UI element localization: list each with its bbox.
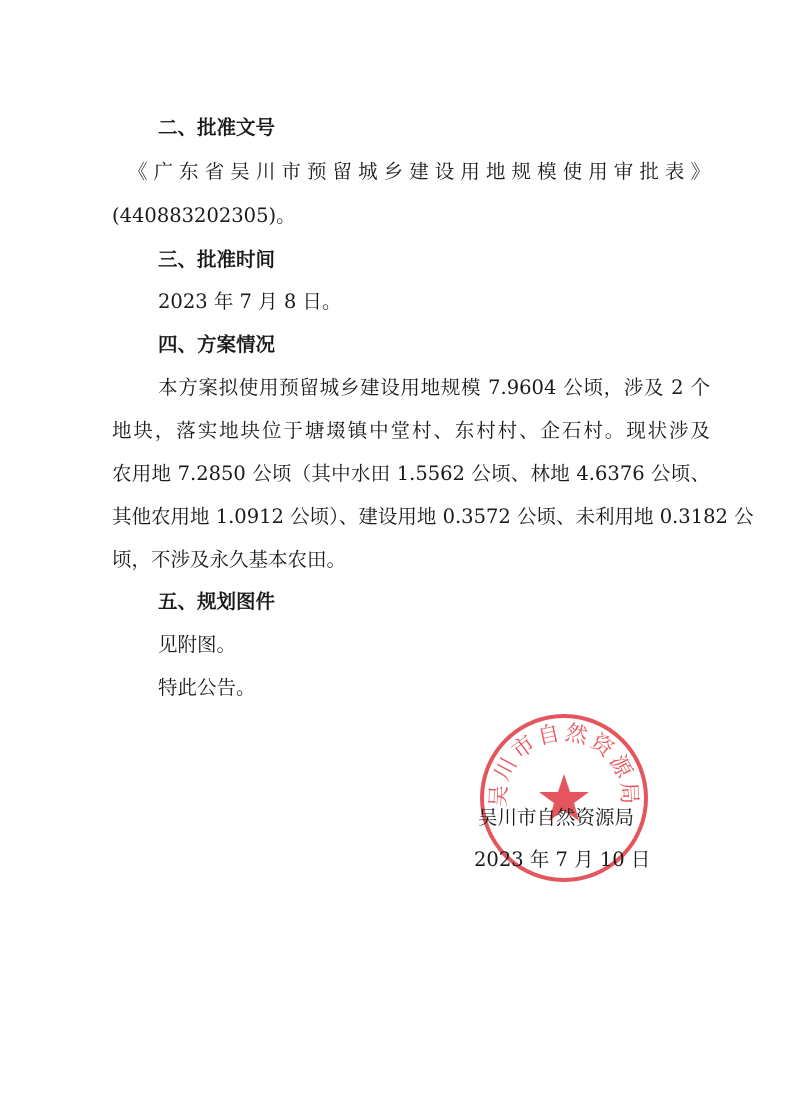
plan-paragraph-line: 农用地 7.2850 公顷（其中水田 1.5562 公顷、林地 4.6376 公顷、 xyxy=(112,462,710,485)
approval-doc-title: 《广东省吴川市预留城乡建设用地规模使用审批表》 xyxy=(128,160,710,183)
plan-paragraph-line: 地块，落实地块位于塘㙍镇中堂村、东村村、企石村。现状涉及 xyxy=(112,419,710,442)
plan-paragraph-line: 顷，不涉及永久基本农田。 xyxy=(112,548,347,571)
approval-date: 2023 年 7 月 8 日。 xyxy=(158,290,342,313)
seal-text: 吴川市自然资源局 xyxy=(486,720,642,808)
section-5-heading: 五、规划图件 xyxy=(158,590,276,613)
section-4-heading: 四、方案情况 xyxy=(158,333,276,356)
plan-paragraph-line: 其他农用地 1.0912 公顷）、建设用地 0.3572 公顷、未利用地 0.3182 公 xyxy=(112,505,754,528)
attachment-note: 见附图。 xyxy=(158,633,237,656)
closing-statement: 特此公告。 xyxy=(158,676,256,699)
signature-date: 2023 年 7 月 10 日 xyxy=(474,848,651,871)
approval-doc-number: (440883202305)。 xyxy=(112,204,296,227)
plan-paragraph-line: 本方案拟使用预留城乡建设用地规模 7.9604 公顷，涉及 2 个 xyxy=(158,376,710,399)
section-2-heading: 二、批准文号 xyxy=(158,116,276,139)
signature-org: 吴川市自然资源局 xyxy=(478,806,635,829)
section-3-heading: 三、批准时间 xyxy=(158,248,276,271)
